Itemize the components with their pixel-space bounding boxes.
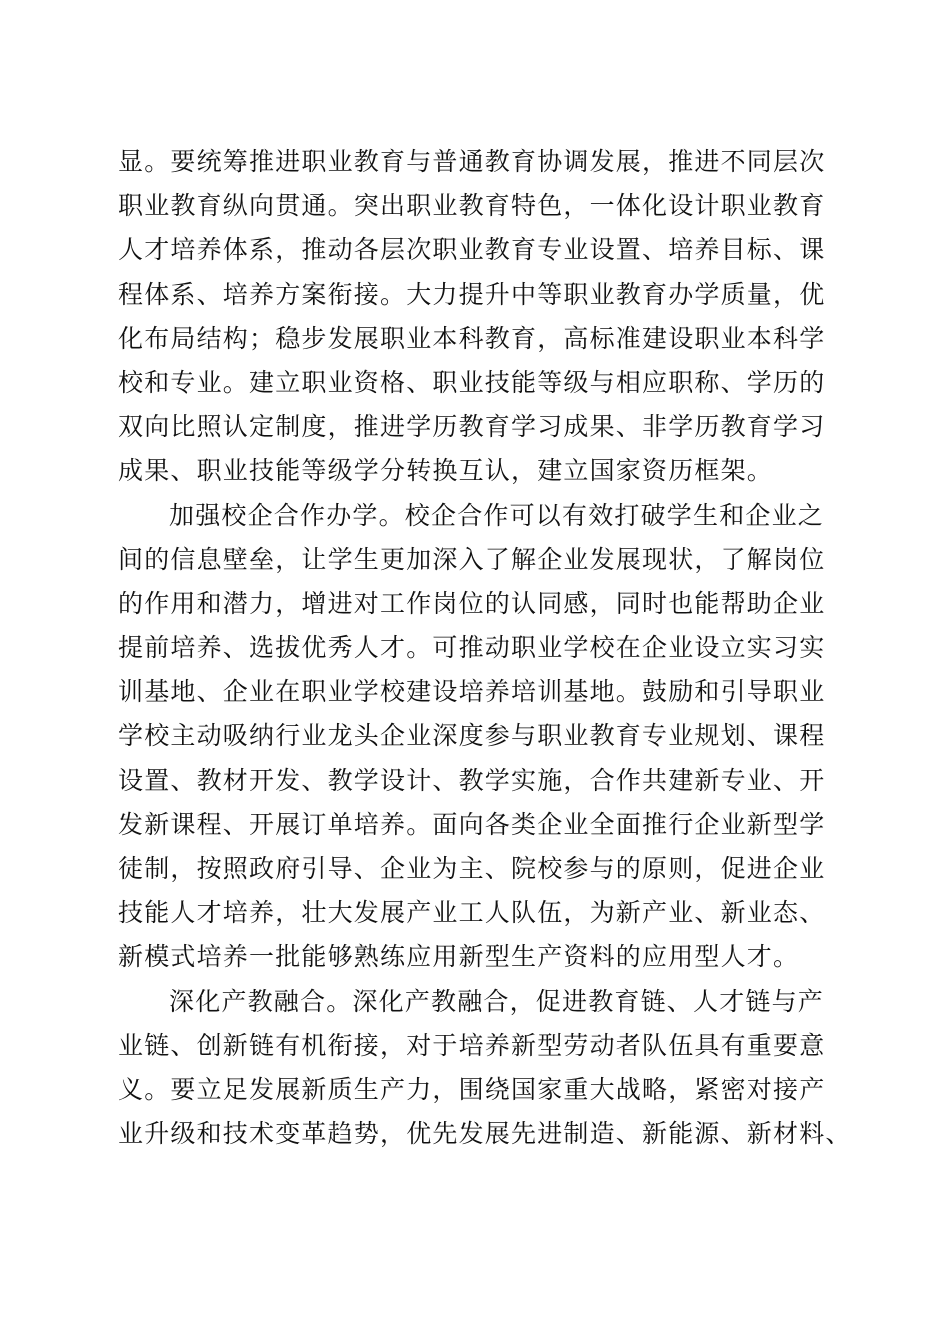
paragraph-1-line-8: 成果、职业技能等级学分转换互认，建立国家资历框架。 — [118, 456, 774, 486]
paragraph-2-line-11: 新模式培养一批能够熟练应用新型生产资料的应用型人才。 — [118, 942, 800, 972]
paragraph-3-line-2: 业链、创新链有机衔接，对于培养新型劳动者队伍具有重要意 — [118, 1030, 826, 1060]
paragraph-2-line-6: 学校主动吸纳行业龙头企业深度参与职业教育专业规划、课程 — [118, 721, 826, 751]
paragraph-2-line-1: 加强校企合作办学。校企合作可以有效打破学生和企业之 — [169, 500, 825, 530]
paragraph-2-line-2: 间的信息壁垒，让学生更加深入了解企业发展现状，了解岗位 — [118, 544, 826, 574]
document-body — [118, 140, 852, 1156]
paragraph-3-line-1: 深化产教融合。深化产教融合，促进教育链、人才链与产 — [169, 986, 825, 1016]
paragraph-1-line-5: 化布局结构；稳步发展职业本科教育，高标准建设职业本科学 — [118, 323, 826, 353]
paragraph-2-line-8: 发新课程、开展订单培养。面向各类企业全面推行企业新型学 — [118, 809, 826, 839]
paragraph-2-line-7: 设置、教材开发、教学设计、教学实施，合作共建新专业、开 — [118, 765, 826, 795]
paragraph-1-line-3: 人才培养体系，推动各层次职业教育专业设置、培养目标、课 — [118, 235, 826, 265]
paragraph-2-line-5: 训基地、企业在职业学校建设培养培训基地。鼓励和引导职业 — [118, 677, 826, 707]
paragraph-3-line-3: 义。要立足发展新质生产力，围绕国家重大战略，紧密对接产 — [118, 1074, 826, 1104]
paragraph-3-line-4: 业升级和技术变革趋势，优先发展先进制造、新能源、新材料、 — [118, 1119, 852, 1149]
paragraph-1-line-7: 双向比照认定制度，推进学历教育学习成果、非学历教育学习 — [118, 412, 826, 442]
paragraph-1-line-2: 职业教育纵向贯通。突出职业教育特色，一体化设计职业教育 — [118, 191, 826, 221]
paragraph-2-line-9: 徒制，按照政府引导、企业为主、院校参与的原则，促进企业 — [118, 854, 826, 883]
paragraph-1-line-6: 校和专业。建立职业资格、职业技能等级与相应职称、学历的 — [118, 367, 826, 397]
paragraph-1-line-1: 显。要统筹推进职业教育与普通教育协调发展，推进不同层次 — [118, 147, 826, 176]
paragraph-1-line-4: 程体系、培养方案衔接。大力提升中等职业教育办学质量，优 — [118, 279, 826, 309]
paragraph-2-line-4: 提前培养、选拔优秀人才。可推动职业学校在企业设立实习实 — [118, 633, 826, 663]
paragraph-2-line-10: 技能人才培养，壮大发展产业工人队伍，为新产业、新业态、 — [118, 898, 826, 928]
paragraph-2-line-3: 的作用和潜力，增进对工作岗位的认同感，同时也能帮助企业 — [118, 588, 826, 618]
